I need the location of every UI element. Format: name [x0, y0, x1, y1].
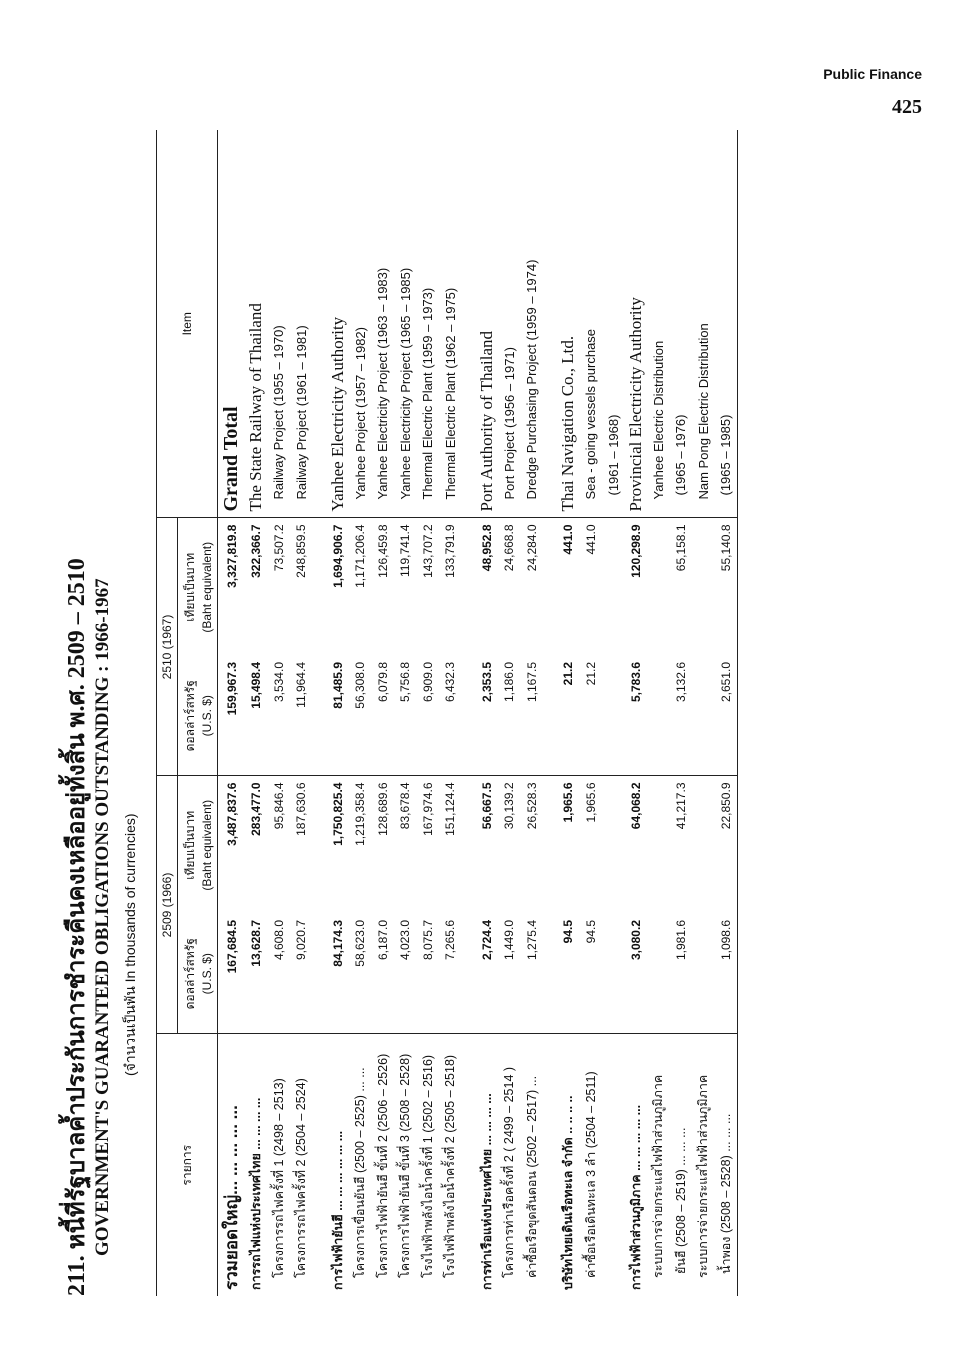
blank-cell: [313, 656, 327, 776]
blank-cell: [462, 656, 476, 776]
usd-1967: 21.2: [580, 656, 603, 776]
baht-1966: 56,667.5: [479, 782, 494, 830]
table-row: [670, 130, 693, 1296]
baht-1966: 41,217.3: [673, 782, 688, 830]
usd-1967: 6,909.0: [417, 656, 440, 776]
usd-1966: 1,981.6: [673, 920, 688, 961]
baht-1967: 3,327,819.8: [224, 524, 239, 588]
usd-1966: 4,608.0: [271, 920, 286, 961]
col-item-english: Item: [157, 130, 218, 518]
usd-1966: 9,020.7: [294, 920, 309, 961]
row-item-thai: โรงไฟฟ้าพลังไอน้ำครั้งที่ 2 (2505 – 2518): [439, 1034, 462, 1296]
row-item-english: Thai Navigation Co., Ltd.: [557, 130, 580, 518]
row-item-english: Port Authority of Thailand: [476, 130, 499, 518]
baht-1967: [647, 518, 670, 656]
baht-1967: 441.0: [561, 524, 576, 555]
baht-1967: 24,284.0: [524, 524, 539, 572]
table-row: [313, 130, 327, 1296]
baht-1967: 248,859.5: [294, 524, 309, 578]
baht-1967: 126,459.8: [375, 524, 390, 578]
baht-1966: 1,750,825.4: [330, 782, 345, 846]
col-baht-2509: เทียบเป็นบาท (Baht equivalent): [178, 776, 218, 914]
usd-1966: 94.5: [583, 920, 598, 944]
table-row: [715, 130, 738, 1296]
section-label: Public Finance: [823, 66, 922, 82]
title-english: GOVERNMENT'S GUARANTEED OBLIGATIONS OUTSTANDING : 1966-1967: [92, 578, 113, 1256]
blank-cell: [543, 518, 557, 656]
table-row: [557, 130, 580, 1296]
baht-1967: 65,158.1: [673, 524, 688, 572]
baht-1966: 95,846.4: [271, 782, 286, 830]
baht-1966: 22,850.9: [715, 776, 738, 914]
usd-1967: 15,498.4: [245, 656, 268, 776]
baht-1966: 128,689.6: [375, 782, 390, 836]
usd-1967: 2,651.0: [715, 656, 738, 776]
usd-1966: 84,174.3: [330, 920, 345, 967]
baht-1966: 167,974.6: [420, 782, 435, 836]
baht-1966: [602, 776, 625, 914]
table-row: [268, 130, 291, 1296]
row-item-english: Provincial Electricity Authority: [625, 130, 648, 518]
blank-cell: [313, 1034, 327, 1296]
usd-1967: [602, 656, 625, 776]
table-row: [417, 130, 440, 1296]
row-item-thai: ระบบการจ่ายกระแสไฟฟ้าส่วนภูมิภาค: [647, 1034, 670, 1296]
row-item-thai: น้ำพอง (2508 – 2528) ... ... ...: [715, 1034, 738, 1296]
row-item-thai: การรถไฟแห่งประเทศไทย ... ... ... ...: [245, 1034, 268, 1296]
row-item-english: Yanhee Electricity Project (1963 – 1983): [372, 130, 395, 518]
row-item-thai: การท่าเรือแห่งประเทศไทย ... ... ... ...: [476, 1034, 499, 1296]
usd-1966: 2,724.4: [479, 920, 494, 961]
blank-cell: [462, 776, 476, 914]
blank-cell: [313, 776, 327, 914]
usd-1966: 3,080.2: [628, 920, 643, 961]
baht-1966: 283,477.0: [249, 782, 264, 836]
row-item-english: (1961 – 1968): [602, 130, 625, 518]
row-item-thai: โครงการเขื่อนยันฮี (2500 – 2525) ... ...: [349, 1034, 372, 1296]
table-row: [647, 130, 670, 1296]
baht-1967: 24,668.8: [502, 524, 517, 572]
row-item-thai: ค่าซื้อเรือขุดสันดอน (2502 – 2517) ...: [521, 1034, 544, 1296]
usd-1966: 1,098.6: [715, 914, 738, 1034]
row-item-english: Sea - going vessels purchase: [580, 130, 603, 518]
rotated-table-page: [56, 130, 936, 1296]
row-item-english: Nam Pong Electric Distribution: [692, 130, 715, 518]
row-item-english: Railway Project (1961 – 1981): [290, 130, 313, 518]
table-row: [290, 130, 313, 1296]
table-row: [476, 130, 499, 1296]
row-item-english: (1965 – 1976): [670, 130, 693, 518]
blank-cell: [313, 914, 327, 1034]
baht-1967: [602, 518, 625, 656]
row-item-english: Railway Project (1955 – 1970): [268, 130, 291, 518]
usd-1966: 6,187.0: [375, 920, 390, 961]
blank-cell: [313, 518, 327, 656]
baht-1967: 441.0: [583, 524, 598, 555]
baht-1967: 119,741.4: [398, 524, 413, 577]
blank-cell: [543, 914, 557, 1034]
row-item-thai: ค่าซื้อเรือเดินทะเล 3 ลำ (2504 – 2511): [580, 1034, 603, 1296]
baht-1966: [647, 776, 670, 914]
blank-cell: [462, 518, 476, 656]
row-item-thai: การไฟฟ้าส่วนภูมิภาค ... ... ... ... ...: [625, 1034, 648, 1296]
usd-1967: 2,353.5: [476, 656, 499, 776]
row-item-thai: โครงการท่าเรือครั้งที่ 2 ( 2499 – 2514 ): [498, 1034, 521, 1296]
row-item-thai: โครงการรถไฟครั้งที่ 1 (2498 – 2513): [268, 1034, 291, 1296]
table-row: [580, 130, 603, 1296]
row-item-english: Thermal Electric Plant (1962 – 1975): [439, 130, 462, 518]
usd-1966: 7,265.6: [443, 920, 458, 961]
table-row: [692, 130, 715, 1296]
col-baht-2510: เทียบเป็นบาท (Baht equivalent): [178, 518, 218, 656]
table-row: [245, 130, 268, 1296]
row-item-thai: โครงการรถไฟครั้งที่ 2 (2504 – 2524): [290, 1034, 313, 1296]
baht-1966: 1,219,358.4: [353, 782, 368, 846]
row-item-english: Yanhee Electricity Authority: [327, 130, 350, 518]
blank-cell: [543, 130, 557, 518]
baht-1966: 151,124.4: [443, 782, 458, 836]
blank-cell: [543, 656, 557, 776]
usd-1966: [647, 914, 670, 1034]
row-item-thai: [602, 1034, 625, 1296]
usd-1967: 1,167.5: [521, 656, 544, 776]
page-number: 425: [892, 96, 922, 118]
row-item-thai: ระบบการจ่ายกระแสไฟฟ้าส่วนภูมิภาค: [692, 1034, 715, 1296]
baht-1967: 73,507.2: [271, 524, 286, 572]
usd-1967: [692, 656, 715, 776]
usd-1967: 5,783.6: [625, 656, 648, 776]
col-item-thai: รายการ: [157, 1034, 218, 1296]
baht-1966: 26,528.3: [524, 782, 539, 830]
baht-1967: 133,791.9: [443, 524, 458, 578]
title-thai: 211. หนี้ที่รัฐบาลค้ำประกันการชำระคืนคงเหลืออยู่ทั้งสิ้น พ.ศ. 2509 – 2510: [64, 558, 90, 1296]
baht-1966: 1,965.6: [561, 782, 576, 823]
usd-1966: 8,075.7: [420, 920, 435, 961]
row-item-english: The State Railway of Thailand: [245, 130, 268, 518]
usd-1966: 167,684.5: [224, 920, 239, 974]
usd-1967: 56,308.0: [349, 656, 372, 776]
usd-1967: 3,534.0: [268, 656, 291, 776]
usd-1966: 13,628.7: [249, 920, 264, 967]
table-row: [372, 130, 395, 1296]
col-year-2509: 2509 (1966): [157, 776, 178, 1034]
table-row: [498, 130, 521, 1296]
row-item-english: Dredge Purchasing Project (1959 – 1974): [521, 130, 544, 518]
usd-1967: 3,132.6: [670, 656, 693, 776]
baht-1966: 1,965.6: [583, 782, 598, 823]
table-row: [394, 130, 417, 1296]
row-item-thai: รวมยอดใหญ่... ... ... ... ...: [218, 1034, 246, 1296]
usd-1966: 4,023.0: [398, 920, 413, 961]
header-row-years: [157, 130, 178, 1296]
obligations-table: [156, 130, 738, 1296]
baht-1967: 120,298.9: [628, 524, 643, 578]
usd-1967: 81,485.9: [327, 656, 350, 776]
baht-1967: 48,952.8: [479, 524, 494, 572]
table-body: [218, 130, 738, 1296]
table-row: [327, 130, 350, 1296]
blank-cell: [462, 130, 476, 518]
baht-1967: 322,366.7: [249, 524, 264, 578]
usd-1967: 6,079.8: [372, 656, 395, 776]
usd-1967: [647, 656, 670, 776]
baht-1966: 187,630.6: [294, 782, 309, 836]
baht-1967: 143,707.2: [420, 524, 435, 578]
col-usd-2510: ดอลล่าร์สหรัฐ (U.S. $): [178, 656, 218, 776]
col-year-2510: 2510 (1967): [157, 518, 178, 776]
usd-1967: 6,432.3: [439, 656, 462, 776]
row-item-thai: โครงการไฟฟ้ายันฮี ขั้นที่ 3 (2508 – 2528): [394, 1034, 417, 1296]
baht-1966: [692, 776, 715, 914]
usd-1967: 21.2: [557, 656, 580, 776]
unit-note: (จำนวนเป็นพัน In thousands of currencies): [122, 813, 138, 1076]
table-row: [349, 130, 372, 1296]
usd-1967: 11,964.4: [290, 656, 313, 776]
row-item-thai: โรงไฟฟ้าพลังไอน้ำครั้งที่ 1 (2502 – 2516): [417, 1034, 440, 1296]
row-item-english: Yanhee Electricity Project (1965 – 1985): [394, 130, 417, 518]
baht-1966: 30,139.2: [502, 782, 517, 830]
row-item-english: (1965 – 1985): [715, 130, 738, 518]
table-row: [543, 130, 557, 1296]
blank-cell: [462, 1034, 476, 1296]
usd-1967: 5,756.8: [394, 656, 417, 776]
table-row: [625, 130, 648, 1296]
baht-1966: 64,068.2: [628, 782, 643, 830]
row-item-english: Yanhee Electric Distribution: [647, 130, 670, 518]
row-item-english: Grand Total: [218, 130, 246, 518]
row-item-thai: บริษัทไทยเดินเรือทะเล จำกัด .. .. .. ..: [557, 1034, 580, 1296]
usd-1966: 58,623.0: [353, 920, 368, 967]
table-row: [602, 130, 625, 1296]
baht-1967: 55,140.8: [715, 518, 738, 656]
row-item-thai: ยันฮี (2508 – 2519) ... ... ...: [670, 1034, 693, 1296]
row-item-thai: โครงการไฟฟ้ายันฮี ขั้นที่ 2 (2506 – 2526): [372, 1034, 395, 1296]
usd-1967: 1,186.0: [498, 656, 521, 776]
usd-1967: 159,967.3: [218, 656, 246, 776]
blank-cell: [462, 914, 476, 1034]
baht-1966: 83,678.4: [398, 782, 413, 830]
blank-cell: [543, 1034, 557, 1296]
col-usd-2509: ดอลล่าร์สหรัฐ (U.S. $): [178, 914, 218, 1034]
usd-1966: [692, 914, 715, 1034]
baht-1966: 3,487,837.6: [224, 782, 239, 846]
blank-cell: [543, 776, 557, 914]
row-item-english: Thermal Electric Plant (1959 – 1973): [417, 130, 440, 518]
usd-1966: 94.5: [561, 920, 576, 944]
row-item-thai: การไฟฟ้ายันฮี ... ... ... ... ... ...: [327, 1034, 350, 1296]
usd-1966: 1,275.4: [524, 920, 539, 961]
table-row: [218, 130, 246, 1296]
usd-1966: [602, 914, 625, 1034]
row-item-english: Port Project (1956 – 1971): [498, 130, 521, 518]
baht-1967: 1,694,906.7: [330, 524, 345, 588]
usd-1966: 1,449.0: [502, 920, 517, 961]
table-row: [521, 130, 544, 1296]
row-item-english: Yanhee Project (1957 – 1982): [349, 130, 372, 518]
blank-cell: [313, 130, 327, 518]
table-row: [439, 130, 462, 1296]
baht-1967: [692, 518, 715, 656]
baht-1967: 1,171,206.4: [353, 524, 368, 588]
table-row: [462, 130, 476, 1296]
